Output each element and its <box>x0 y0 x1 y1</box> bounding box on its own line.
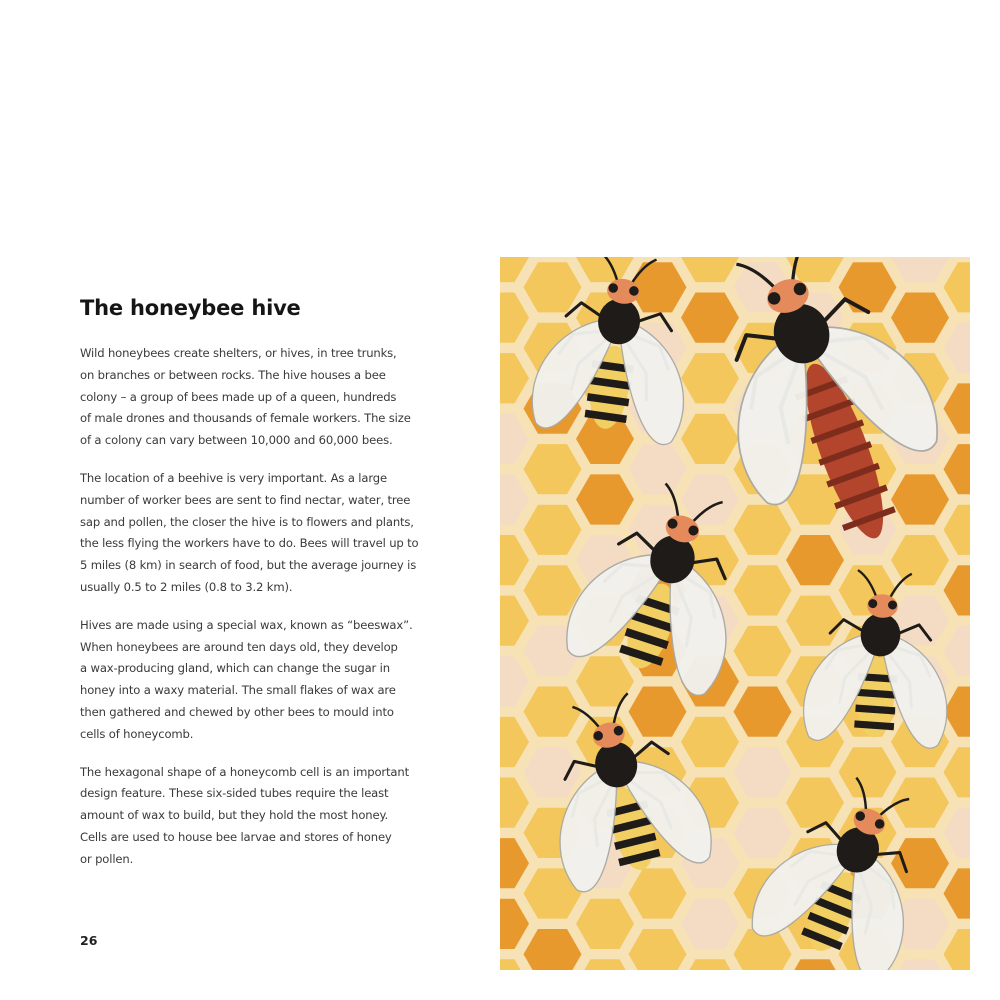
paragraph-line: a wax-producing gland, which can change the sugar in <box>80 661 390 676</box>
paragraph <box>80 343 452 452</box>
page-title: The honeybee hive <box>80 296 301 320</box>
paragraph-line: sap and pollen, the closer the hive is to flowers and plants, <box>80 514 414 529</box>
paragraph-line: of a colony can vary between 10,000 and 60,000 bees. <box>80 433 393 448</box>
paragraph-line: When honeybees are around ten days old, they develop <box>80 639 398 654</box>
paragraph-line: Hives are made using a special wax, known as “beeswax”. <box>80 617 413 632</box>
paragraph <box>80 468 452 599</box>
illustration-canvas <box>500 257 970 970</box>
paragraph-line: 5 miles (8 km) in search of food, but the average journey is <box>80 558 417 573</box>
paragraph-line: then gathered and chewed by other bees to mould into <box>80 704 394 719</box>
page-number: 26 <box>80 933 98 948</box>
paragraph-line: amount of wax to build, but they hold the most honey. <box>80 808 389 823</box>
paragraph-line: Cells are used to house bee larvae and stores of honey <box>80 829 392 844</box>
body-text <box>80 343 452 887</box>
paragraph-line: The hexagonal shape of a honeycomb cell is an important <box>80 764 409 779</box>
honeycomb-bees-illustration <box>500 257 970 970</box>
paragraph-line: or pollen. <box>80 851 134 866</box>
paragraph-line: design feature. These six-sided tubes require the least <box>80 786 389 801</box>
paragraph-line: The location of a beehive is very important. As a large <box>80 470 387 485</box>
paragraph-line: colony – a group of bees made up of a queen, hundreds <box>80 389 397 404</box>
paragraph <box>80 615 452 746</box>
paragraph-line: Wild honeybees create shelters, or hives, in tree trunks, <box>80 346 397 360</box>
paragraph-line: usually 0.5 to 2 miles (0.8 to 3.2 km). <box>80 579 293 594</box>
paragraph-line: number of worker bees are sent to find nectar, water, tree <box>80 492 411 507</box>
paragraph-line: the less flying the workers have to do. Bees will travel up to <box>80 536 419 551</box>
paragraph-line: honey into a waxy material. The small flakes of wax are <box>80 683 396 698</box>
paragraph-line: cells of honeycomb. <box>80 726 194 741</box>
paragraph-line: of male drones and thousands of female workers. The size <box>80 411 411 426</box>
paragraph <box>80 762 452 871</box>
paragraph-line: on branches or between rocks. The hive houses a bee <box>80 367 386 382</box>
